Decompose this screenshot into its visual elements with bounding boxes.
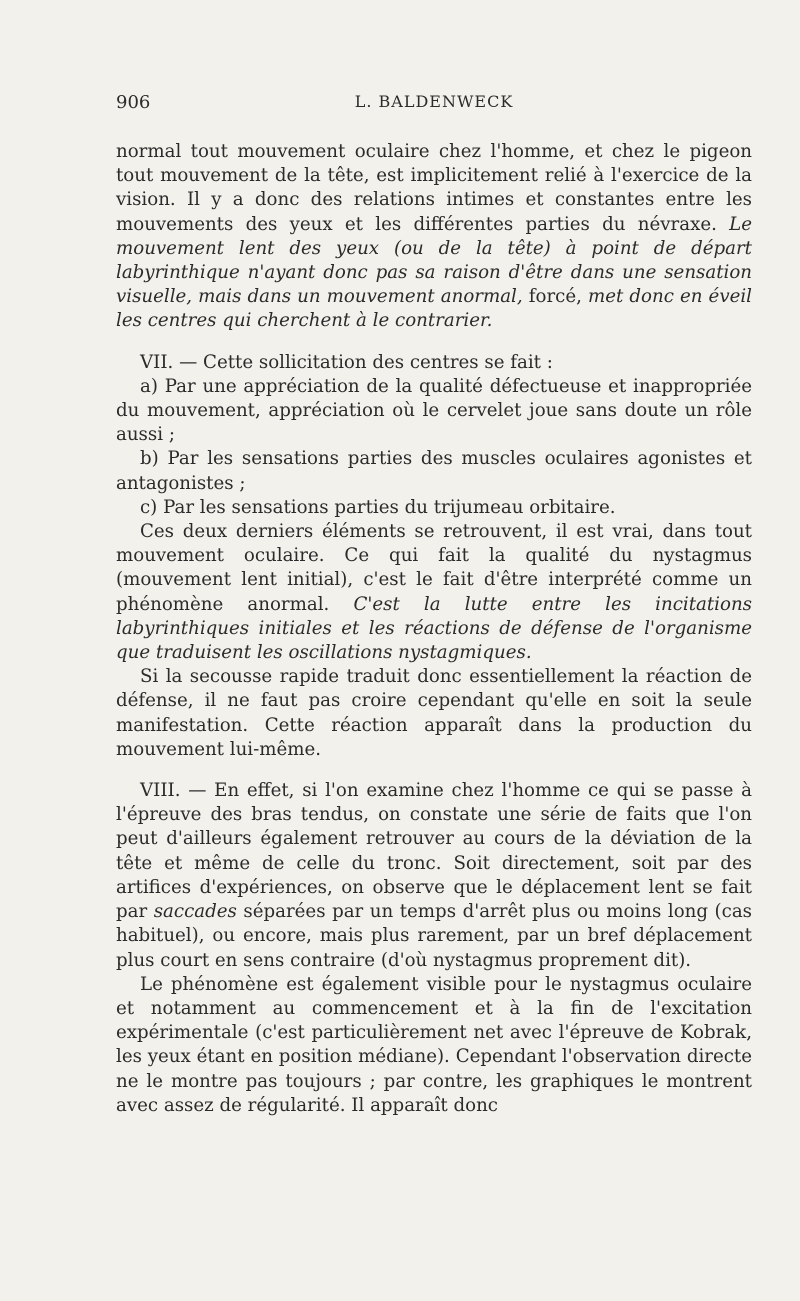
paragraph-item-c: c) Par les sensations parties du trijumeau orbitaire. <box>140 496 616 518</box>
p1-italic-2: met donc en éveil les centres qui cherchent à le contrarier. <box>116 286 752 332</box>
p1-italic: Le mouvement lent des yeux (ou de la tête) à point de départ labyrinthique n'ayant donc pas sa raison d'être dans une sensation visuelle, mais dans un mouvement anormal, <box>116 213 752 308</box>
paragraph-item-b: b) Par les sensations parties des muscles oculaires agonistes et antagonistes ; <box>116 448 752 494</box>
paragraph-9: Le phénomène est également visible pour le nystagmus oculaire et notamment au commencement et à la fin de l'excitation expérimentale (c'est particulièrement net avec l'épreuve de Kobrak, les yeux étant en position médiane). Cependant l'observation directe ne le montre pas toujours ; par contre, les graphiques le montrent avec assez de régularité. Il apparaît donc <box>116 973 752 1116</box>
page-header <box>116 92 752 118</box>
paragraph-section-viii <box>116 779 752 973</box>
p1-text: normal tout mouvement oculaire chez l'homme, et chez le pigeon tout mouvement de la tête, est implicitement relié à l'exercice de la vision. Il y a donc des relations intimes et constantes entre les mouvements des yeux et les différentes parties du névraxe. <box>116 141 752 235</box>
p8-text-2: séparées par un temps d'arrêt plus ou moins long (cas habituel), ou encore, mais plus rarement, par un bref déplacement plus court en sens contraire (d'où nystagmus proprement dit). <box>116 901 752 971</box>
p6-text: Ces deux derniers éléments se retrouvent, il est vrai, dans tout mouvement oculaire. Ce qui fait la qualité du nystagmus (mouvement lent initial), c'est le fait d'être interprété comme un phénomène anormal. <box>116 521 752 615</box>
page-number: 906 <box>116 92 151 113</box>
paragraph-item-a: a) Par une appréciation de la qualité défectueuse et inappropriée du mouvement, appréciation où le cervelet joue sans doute un rôle aussi ; <box>116 375 752 446</box>
p6-italic: C'est la lutte entre les incitations labyrinthiques initiales et les réactions de défense de l'organisme que traduisent les oscillations nystagmiques. <box>116 593 752 664</box>
p8-italic: saccades <box>153 901 237 923</box>
paragraph-1 <box>116 140 752 334</box>
p1-text-2: forcé, <box>522 286 588 308</box>
running-title: L. BALDENWECK <box>354 92 514 111</box>
body-text <box>116 140 752 1118</box>
p8-text: VIII. — En effet, si l'on examine chez l'homme ce qui se passe à l'épreuve des bras tendus, on constate une série de faits que l'on peut d'ailleurs également retrouver au cours de la déviation de la tête et même de celle du tronc. Soit directement, soit par des artifices d'expériences, on observe que le déplacement lent se fait par <box>116 780 752 923</box>
paragraph-7: Si la secousse rapide traduit donc essentiellement la réaction de défense, il ne faut pas croire cependant qu'elle en soit la seule manifestation. Cette réaction apparaît dans la production du mouvement lui-même. <box>116 666 752 760</box>
paragraph-section-vii: VII. — Cette sollicitation des centres se fait : <box>140 351 553 373</box>
paragraph-6 <box>116 520 752 665</box>
